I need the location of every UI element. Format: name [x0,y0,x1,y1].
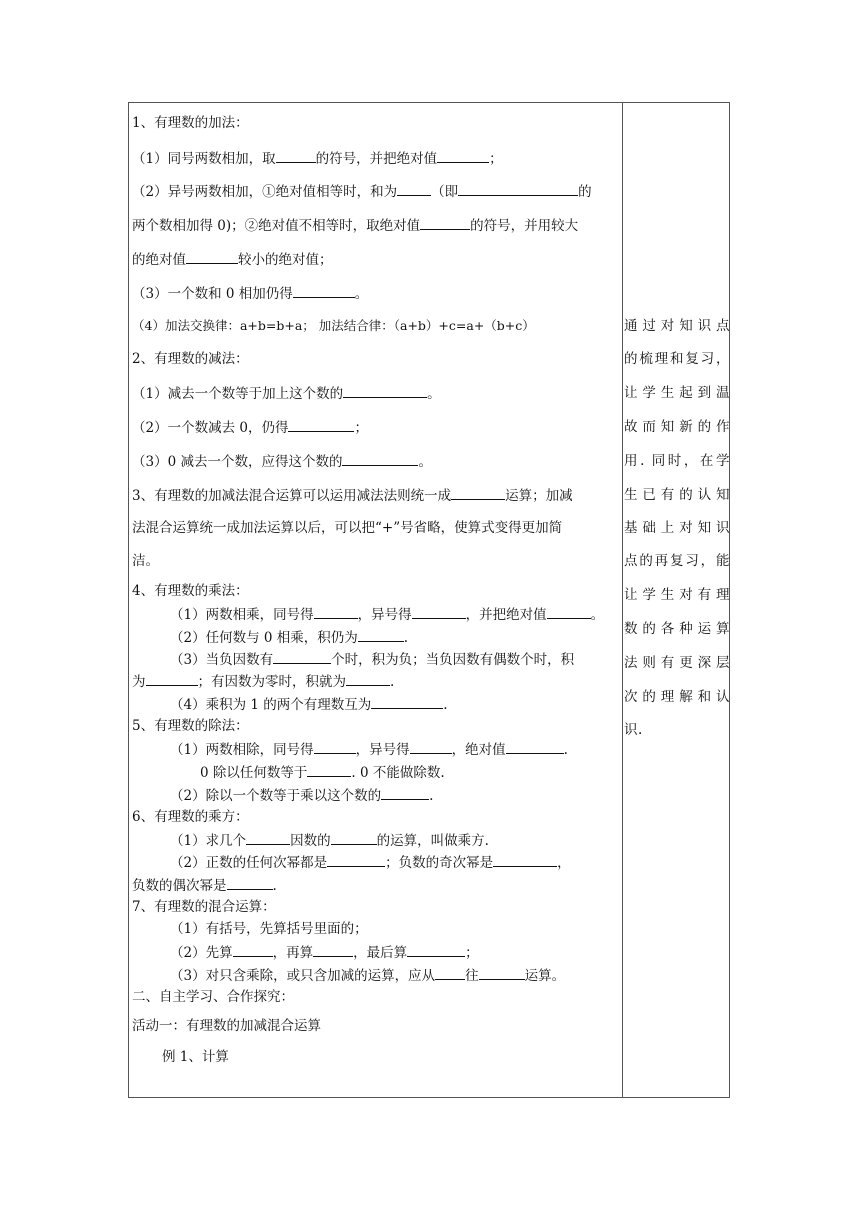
section-5-line-1: （1）两数相除，同号得 ，异号得 ，绝对值 . [170,742,568,758]
side-note-line: 识. [624,722,643,738]
section-5-line-3: （2）除以一个数等于乘以这个数的 . [170,788,434,804]
section-1-line-2: （2）异号两数相加，①绝对值相等时，和为 （即 的 [132,184,592,200]
side-note-line: 基础上对知识 [624,520,730,536]
section-4-title: 4、有理数的乘法： [132,583,249,599]
section-7-line-2: （2）先算 ，再算 ，最后算 ； [170,945,479,961]
side-note-line: 法则有更深层 [624,655,730,671]
section-2-title: 2、有理数的减法： [132,351,249,367]
section-6-line-1: （1）求几个 因数的 的运算，叫做乘方. [170,833,489,849]
section-7-line-3: （3）对只含乘除，或只含加减的运算，应从 往 运算。 [170,968,566,984]
activity-1-title: 活动一：有理数的加减混合运算 [132,1018,321,1034]
section-6-line-3: 负数的偶次幂是 . [132,878,277,894]
section-3-line-1: 3、有理数的加减法混合运算可以运用减法法则统一成 运算；加减 [132,488,573,504]
column-divider [622,102,623,1098]
section-1-line-5: （3）一个数和 0 相加仍得 。 [132,286,369,302]
side-note-line: 让学生对有理 [624,587,730,603]
section-4-line-3: （3）当负因数有 个时，积为负；当负因数有偶数个时，积 [170,652,575,668]
section-3-line-3: 洁。 [132,553,159,569]
side-note-line: 让学生起到温 [624,385,730,401]
section-1-title: 1、有理数的加法： [132,115,249,131]
section-heading-2: 二、自主学习、合作探究： [132,989,294,1005]
side-note-line: 次的理解和认 [624,689,730,705]
section-4-line-5: （4）乘积为 1 的两个有理数互为 . [170,697,448,713]
section-5-line-2: 0 除以任何数等于 . 0 不能做除数. [200,765,445,781]
side-note-line: 通过对知识点 [624,318,730,334]
section-6-title: 6、有理数的乘方： [132,809,249,825]
section-3-line-2: 法混合运算统一成加法运算以后，可以把“+”号省略，使算式变得更加简 [132,520,563,536]
section-4-line-4: 为 ；有因数为零时，积就为 . [132,674,395,690]
side-note-line: 数的各种运算 [624,621,730,637]
section-1-line-4: 的绝对值 较小的绝对值； [132,252,333,268]
section-6-line-2: （2）正数的任何次幂都是 ；负数的奇次幂是 ， [170,855,571,871]
section-1-line-3: 两个数相加得 0)；②绝对值不相等时，取绝对值 的符号，并用较大 [132,218,579,234]
section-1-line-6: （4）加法交换律：a+b=b+a； 加法结合律：（a+b）+c=a+（b+c） [132,318,535,333]
section-1-line-1: （1）同号两数相加，取 的符号，并把绝对值 ； [132,151,503,167]
section-7-line-1: （1）有括号，先算括号里面的； [170,921,368,937]
side-note-line: 的梳理和复习， [624,351,730,367]
side-note-line: 故而知新的作 [624,419,730,435]
example-1-label: 例 1、计算 [162,1049,229,1065]
side-note-line: 用. 同时，在学 [624,453,730,469]
section-4-line-2: （2）任何数与 0 相乘，积仍为 . [170,630,409,646]
section-5-title: 5、有理数的除法： [132,718,249,734]
side-note-line: 生已有的认知 [624,487,730,503]
section-4-line-1: （1）两数相乘，同号得 ，异号得 ，并把绝对值 。 [170,607,605,623]
section-2-line-2: （2）一个数减去 0，仍得 ； [132,420,368,436]
section-2-line-1: （1）减去一个数等于加上这个数的 。 [132,386,441,402]
section-2-line-3: （3）0 减去一个数，应得这个数的 。 [132,454,432,470]
section-7-title: 7、有理数的混合运算： [132,899,276,915]
side-note-line: 点的再复习，能 [624,553,730,569]
